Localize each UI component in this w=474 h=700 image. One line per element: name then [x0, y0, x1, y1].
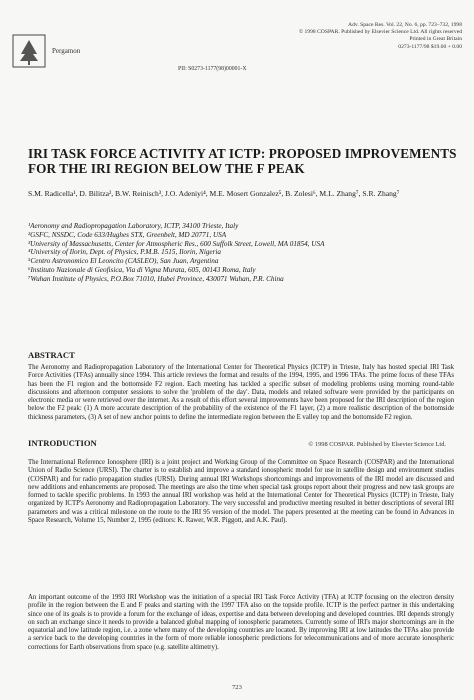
affiliation: ⁵Centro Astronomico El Leoncito (CASLEO), San Juan, Argentina — [28, 257, 219, 266]
abstract-heading: ABSTRACT — [28, 350, 75, 360]
paper-title: IRI TASK FORCE ACTIVITY AT ICTP: PROPOSED IMPROVEMENTS FOR THE IRI REGION BELOW THE F PEAK — [28, 146, 457, 176]
affiliation: ²GSFC, NSSDC, Code 633/Hughes STX, Greenbelt, MD 20771, USA — [28, 230, 227, 239]
journal-copyright: © 1998 COSPAR. Published by Elsevier Science Ltd. All rights reserved — [298, 29, 462, 36]
author-list: S.M. Radicella¹, D. Bilitza², B.W. Reinisch³, J.O. Adeniyi⁴, M.E. Mosert Gonzalez⁵, B. Zolesi⁶, M.L. Zhang⁷, S.R. Zhang⁷ — [28, 189, 400, 198]
journal-code: 0273-1177/98 $19.00 + 0.00 — [398, 43, 462, 50]
introduction-heading: INTRODUCTION — [28, 438, 97, 448]
affiliation: ⁷Wuhan Institute of Physics, P.O.Box 71010, Hubei Province, 430071 Wuhan, P.R. China — [28, 274, 284, 283]
intro-paragraph-2: An important outcome of the 1993 IRI Workshop was the initiation of a special IRI Task Force Activity (TFA) at ICTP focusing on the electron density profile in the region between the E and F peaks and starting with the 1997 TFA also on the topside profile. ICTP is the perfect partner in this undertaking since one of its goals is to provide a forum for the exchange of ideas, expertise and data between developing and developed countries. IRI depends strongly on such an exchange since it needs to provide a balanced global mapping of ionospheric parameters. Currently some of IRI's major shortcomings are in the equatorial and low latitude region, i.e. a zone where many of the developing countries are located. By improving IRI at low latitudes the TFAs also provide a service back to the developing countries in the form of more reliable ionospheric predictions for telecommunications and of more accurate ionospheric corrections for Earth observations from space (e.g. satellite altimetry). — [28, 594, 454, 651]
intro-paragraph-1: The International Reference Ionosphere (IRI) is a joint project and Working Group of the Committee on Space Research (COSPAR) and the International Union of Radio Science (URSI). The charter is to establish and improve a standard ionospheric model for use in satellite design and environment studies (COSPAR) and for radio propagation studies (URSI). During annual IRI Workshops shortcomings and improvements of the IRI model are discussed and new additions and enhancements are proposed. The meetings are also the time when special task groups report about their progress and new task groups are formed to tackle specific problems. In 1993 the annual IRI workshop was held at the International Center for Theoretical Physics (ICTP) in Trieste, Italy organized by ICTP's Aeronomy and Radiopropagation Laboratory. The very successful and productive meeting resulted in better descriptions of several IRI parameters and was a critical milestone on the route to the IRI 95 version of the model. The papers presented at the meeting can be found in Advances in Space Research, Volume 15, Number 2, 1995 (editors: K. Rawer, W.R. Piggott, and A.K. Paul). — [28, 459, 454, 525]
affiliation-list — [28, 222, 468, 284]
journal-printed: Printed in Great Britain — [409, 36, 462, 43]
publisher-name: Pergamon — [52, 47, 81, 55]
affiliation: ¹Aeronomy and Radiopropagation Laboratory, ICTP, 34100 Trieste, Italy — [28, 222, 239, 230]
abstract-text: The Aeronomy and Radiopropagation Laboratory of the International Center for Theoretical Physics (ICTP) in Trieste, Italy has hosted special IRI Task Force Activities (TFAs) annually since 1994. This article reviews the format and results of the 1994, 1995, and 1996 TFAs. The prime focus of these TFAs has been the F1 region and the bottomside F2 region. Each meeting has tackled a specific subset of modeling problems using morning round-table discussions and afternoon computer sessions to solve the 'problem of the day'. Data, models and related software were provided by the participants on electronic media or were retrieved over the internet. As a result of this effort several improvements have been proposed for the IRI description of the region below the F2 peak: (1) A more accurate description of the probability of the existence of the F1 layer, (2) a more realistic description of the bottomside thickness parameters, (3) A set of new anchor points to define the intermediate region between the E valley top and the bottomside F2 region. — [28, 364, 454, 421]
journal-citation: Adv. Space Res. Vol. 22, No. 6, pp. 723–732, 1998 — [348, 22, 462, 28]
page-number: 723 — [232, 684, 242, 691]
abstract-copyright: © 1998 COSPAR. Published by Elsevier Science Ltd. — [308, 441, 446, 448]
affiliation: ⁶Instituto Nazionale di Geofisica, Via di Vigna Murata, 605, 00143 Roma, Italy — [28, 265, 256, 274]
affiliation: ⁴University of Ilorin, Dept. of Physics, P.M.B. 1515, Ilorin, Nigeria — [28, 248, 222, 257]
pii-code: PII: S0273-1177(98)00001-X — [178, 66, 247, 72]
publisher-logo — [12, 34, 80, 68]
tree-emblem-icon — [12, 34, 46, 68]
journal-info — [292, 22, 462, 51]
affiliation: ³University of Massachusetts, Center for Atmospheric Res., 600 Suffolk Street, Lowell, MA 01854, USA — [28, 239, 325, 248]
